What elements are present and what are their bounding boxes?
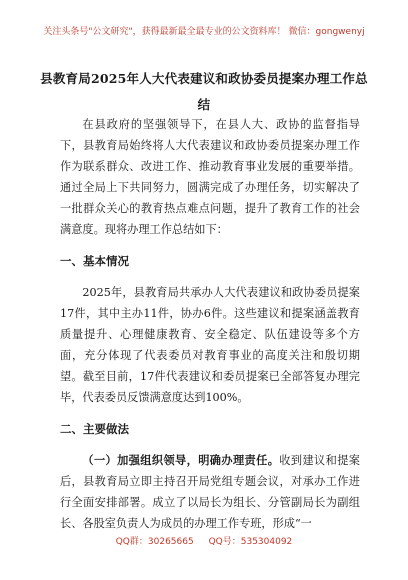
- document-title: 县教育局2025年人大代表建议和政协委员提案办理工作总结: [40, 71, 368, 112]
- document-body: [60, 114, 360, 534]
- top-banner: 关注头条号"公文研究"，获得最新最全最专业的公文资料库！ 微信：gongwenyj: [43, 27, 365, 37]
- section-heading-basic: 一、基本情况: [60, 254, 129, 268]
- intro-paragraph: 在县政府的坚强领导下，在县人大、政协的监督指导下，县教育局始终将人大代表建议和政协委员提案办理工作作为联系群众、改进工作、推动教育事业发展的重要举措。通过全局上下共同努力，圆满完成了办理任务，切实解决了一批群众关心的教育热点难点问题，提升了教育工作的社会满意度。现将办理工作总结如下：: [60, 118, 360, 236]
- footer-qq: QQ号：535304092: [208, 537, 293, 547]
- footer: [0, 534, 408, 547]
- sub-heading-leadership: （一）加强组织领导，明确办理责任。: [82, 453, 280, 467]
- basic-paragraph: 2025年，县教育局共承办人大代表建议和政协委员提案17件，其中主办11件，协办6件。这些建议和提案涵盖教育质量提升、心理健康教育、安全稳定、队伍建设等多个方面，充分体现了代表委员对教育事业的高度关注和殷切期望。截至目前，17件代表建议和委员提案已全部答复办理完毕，代表委员反馈满意度达到100%。: [60, 286, 360, 404]
- section-heading-practices: 二、主要做法: [60, 422, 129, 436]
- practices-paragraph: [60, 450, 360, 534]
- footer-qq-group: QQ群：30265665: [115, 537, 194, 547]
- sub-body-leadership: 收到建议和提案后，县教育局立即主持召开局党组专题会议，对承办工作进行全面安排部署。成立了以局长为组长、分管副局长为副组长、各股室负责人为成员的办理工作专班，形成“一: [60, 454, 360, 530]
